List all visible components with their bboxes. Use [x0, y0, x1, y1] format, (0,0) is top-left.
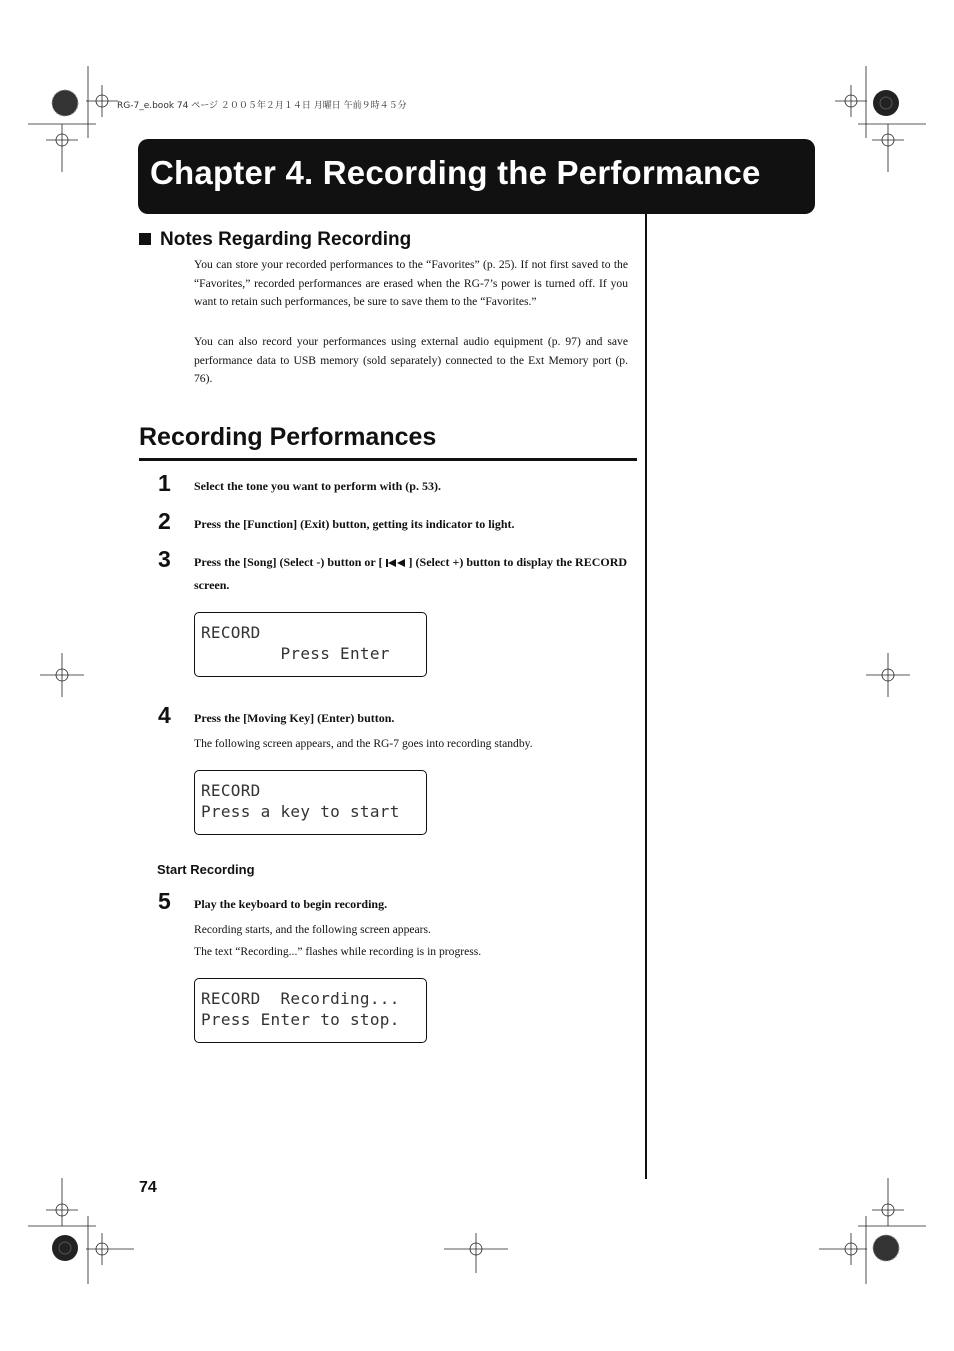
step-text: Press the [Function] (Exit) button, getting its indicator to light. — [194, 517, 515, 531]
step-number: 5 — [158, 888, 171, 914]
lcd-line: Press Enter — [201, 644, 390, 663]
lcd-line: RECORD — [201, 623, 261, 642]
lcd-line: RECORD Recording... — [201, 989, 400, 1008]
step-text: Play the keyboard to begin recording. — [194, 897, 388, 911]
section-title: Recording Performances — [139, 423, 437, 451]
notes-paragraph-2: You can also record your performances using external audio equipment (p. 97) and save performance data to USB memory (sold separately) connected to the Ext Memory port (p. 76). — [194, 335, 628, 385]
page-number: 74 — [139, 1179, 157, 1196]
lcd-screen-record — [194, 612, 427, 677]
chapter-title: Chapter 4. Recording the Performance — [150, 154, 761, 191]
square-bullet-icon — [139, 233, 151, 245]
skip-back-icon — [385, 558, 407, 568]
lcd-screen-recording — [194, 978, 427, 1043]
step-text: Press the [Moving Key] (Enter) button. — [194, 711, 395, 725]
step-body: Recording starts, and the following screen appears. — [194, 923, 431, 936]
step-text: Select the tone you want to perform with (p. 53). — [194, 479, 441, 493]
lcd-line: Press Enter to stop. — [201, 1010, 400, 1029]
section-rule — [139, 458, 637, 461]
lcd-line: Press a key to start — [201, 802, 400, 821]
lcd-screen-standby — [194, 770, 427, 835]
step-number: 2 — [158, 508, 171, 534]
step-number: 3 — [158, 546, 171, 572]
step-text: Press the [Song] (Select -) button or [ ] (Select +) button to display the RECORD screen. — [194, 555, 628, 592]
step-number: 1 — [158, 470, 171, 496]
step-body: The following screen appears, and the RG-7 goes into recording standby. — [194, 737, 533, 750]
column-divider — [645, 214, 647, 1179]
start-recording-heading: Start Recording — [157, 862, 255, 877]
file-header: RG-7_e.book 74 ページ ２００５年２月１４日 月曜日 午前９時４５分 — [117, 101, 407, 111]
notes-heading: Notes Regarding Recording — [139, 229, 411, 251]
step-number: 4 — [158, 702, 171, 728]
step-body: The text “Recording...” flashes while recording is in progress. — [194, 945, 482, 958]
notes-paragraph-1: You can store your recorded performances to the “Favorites” (p. 25). If not first saved to the “Favorites,” recorded performances are erased when the RG-7’s power is turned off. If you want to retain such performances, be sure to save them to the “Favorites.” — [194, 258, 628, 308]
lcd-line: RECORD — [201, 781, 261, 800]
